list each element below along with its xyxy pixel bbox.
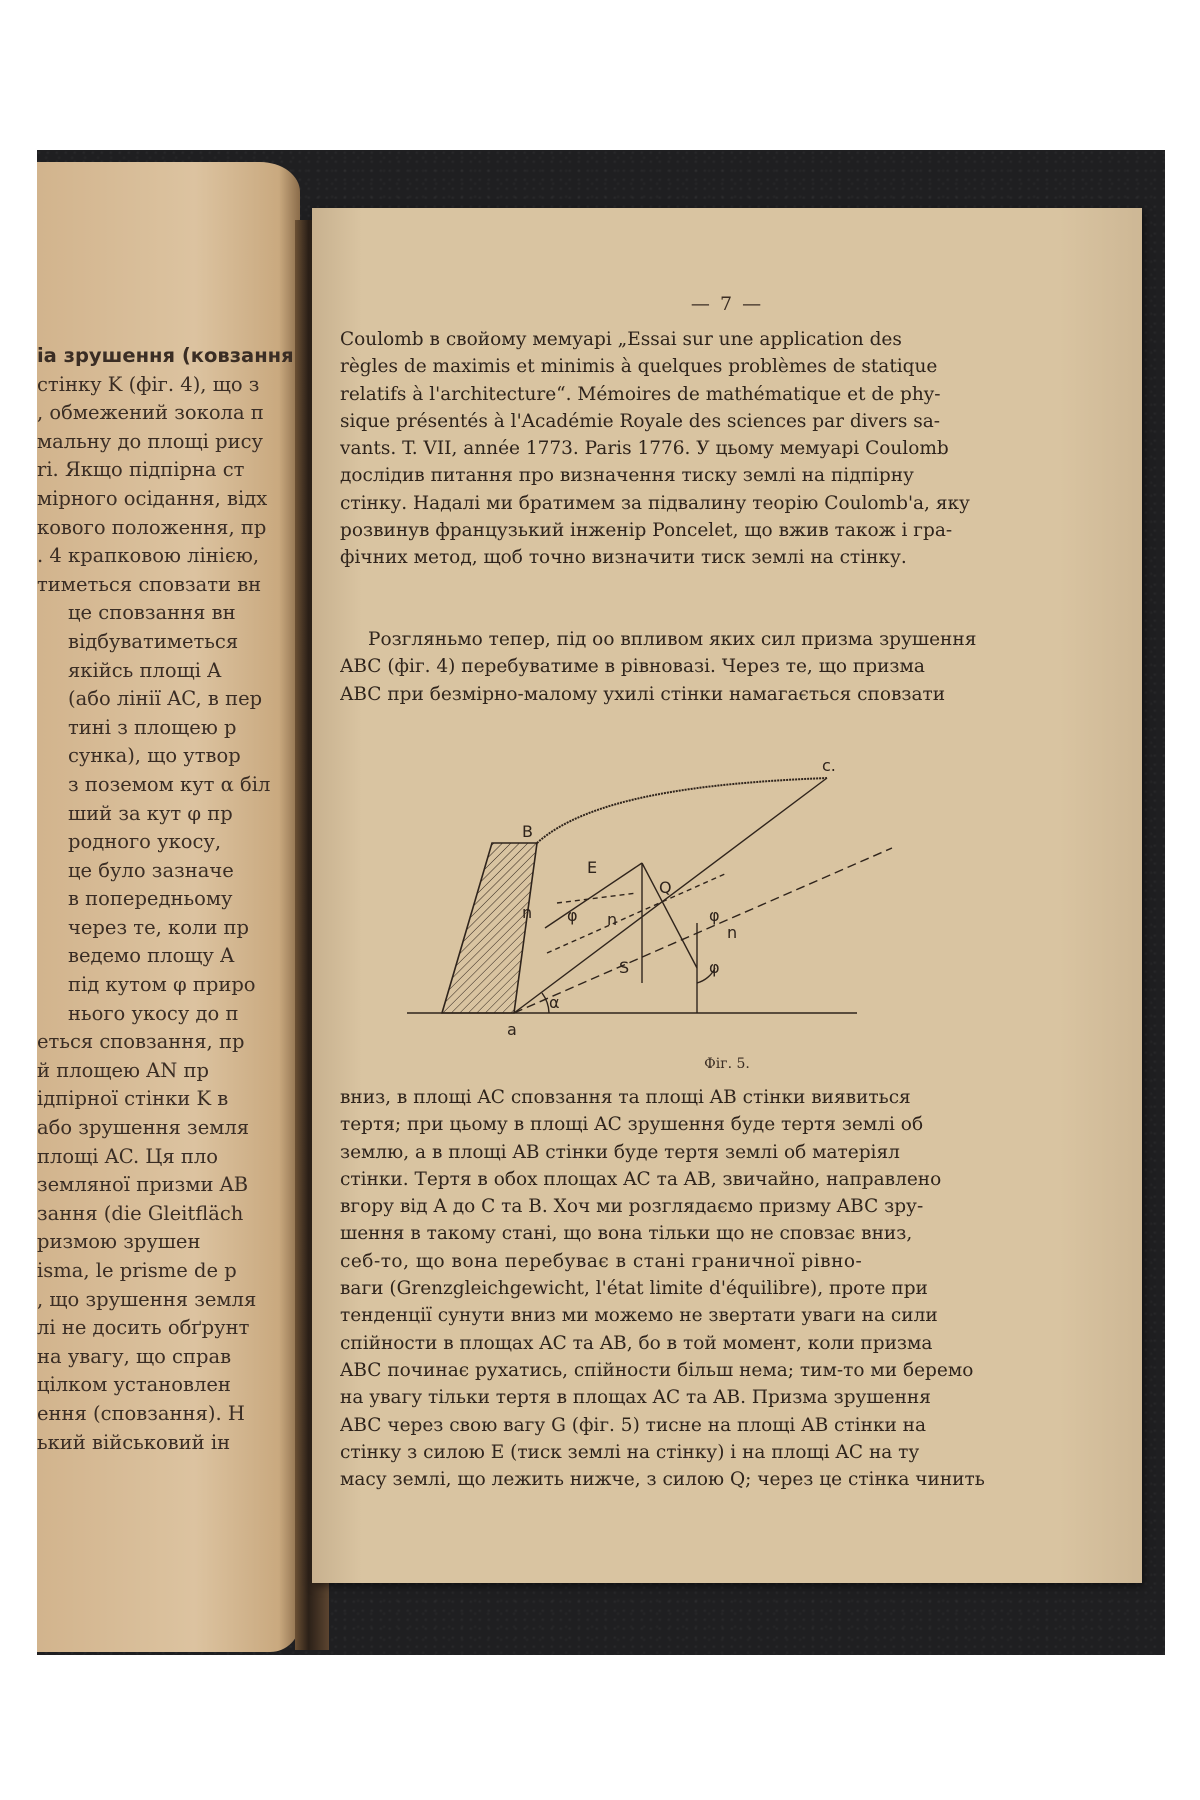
- label-s: S: [619, 958, 630, 977]
- label-c: c.: [822, 756, 836, 775]
- label-phi2: φ: [709, 906, 720, 925]
- label-e: E: [587, 858, 598, 877]
- left-line: тиметься сповзати вн: [37, 572, 262, 596]
- left-line: якійсь площі A: [37, 658, 222, 682]
- normal-line-1: [557, 893, 637, 903]
- text-line: шення в такому стані, що вона тільки що не сповзає вниз,: [340, 1223, 913, 1245]
- label-phi1: φ: [567, 906, 578, 925]
- label-n3: n: [727, 923, 738, 942]
- left-line: відбуватиметься: [37, 629, 239, 653]
- paragraph-1: [340, 326, 1130, 572]
- left-line: еться сповзання, пр: [37, 1030, 245, 1054]
- left-line: земляної призми AB: [37, 1173, 249, 1197]
- left-line: на увагу, що справ: [37, 1344, 232, 1368]
- left-line: ший за кут φ пр: [37, 801, 233, 825]
- left-line: ення (сповзання). Н: [37, 1401, 245, 1425]
- text-line: Розгляньмо тепер, під оо впливом яких сил призма зрушення: [368, 629, 977, 650]
- left-line: родного укосу,: [37, 830, 222, 854]
- left-page-text: [37, 342, 300, 1457]
- text-line: sique présentés à l'Académie Royale des sciences par divers sa-: [340, 410, 941, 432]
- left-line: , обмежений зокола п: [37, 401, 264, 425]
- paragraph-3: [340, 1084, 1130, 1493]
- text-line: дослідив питання про визначення тиску землі на підпірну: [340, 465, 914, 487]
- left-line: з поземом кут α біл: [37, 772, 271, 796]
- left-line: в попередньому: [37, 887, 233, 911]
- left-line: лі не досить обґрунт: [37, 1316, 250, 1340]
- text-line: вниз, в площі AC сповзання та площі AB стінки виявиться: [340, 1087, 911, 1108]
- text-line: тертя; при цьому в площі AC зрушення буде тертя землі об: [340, 1114, 924, 1136]
- left-line: мірного осідання, відх: [37, 486, 268, 510]
- text-line: стінку. Надалі ми братимем за підвалину теорію Coulomb'а, яку: [340, 492, 970, 514]
- left-line: це було зазначе: [37, 858, 234, 882]
- left-line: ri. Якщо підпірна ст: [37, 458, 245, 482]
- left-line: цілком установлен: [37, 1373, 231, 1397]
- text-line: на увагу тільки тертя в площах AC та AB. Призма зрушення: [340, 1387, 931, 1409]
- label-phi3: φ: [709, 958, 720, 977]
- text-line: relatifs à l'architecture“. Mémoires de mathématique et de phy-: [340, 383, 941, 405]
- left-line: нього укосу до п: [37, 1001, 239, 1025]
- left-line: ький військовий ін: [37, 1430, 231, 1454]
- text-line: règles de maximis et minimis à quelques problèmes de statique: [340, 356, 938, 378]
- left-line: , що зрушення земля: [37, 1287, 257, 1311]
- text-line: ABC починає рухатись, спійности більш нема; тим-то ми беремо: [340, 1359, 974, 1381]
- figure-caption: Фіг. 5.: [704, 1056, 750, 1072]
- text-line: ваги (Grenzgleichgewicht, l'état limite d'équilibre), проте при: [340, 1278, 928, 1300]
- text-line: спійности в площах AC та AB, бо в той момент, коли призма: [340, 1332, 933, 1354]
- text-line: ABC через свою вагу G (фіг. 5) тисне на площі AB стінки на: [340, 1414, 927, 1436]
- alpha-arc: [542, 993, 549, 1013]
- left-line: кового положення, пр: [37, 515, 267, 539]
- text-line: vants. T. VII, année 1773. Paris 1776. У цьому мемуарі Coulomb: [340, 438, 949, 460]
- text-line: масу землі, що лежить нижче, з силою Q; через це стінка чинить: [340, 1469, 985, 1491]
- natural-slope-line: [514, 848, 892, 1013]
- text-line: землю, а в площі AB стінки буде тертя землі об матеріял: [340, 1141, 900, 1163]
- left-line: мальну до площі рису: [37, 429, 263, 453]
- text-line: стінку з силою E (тиск землі на стінку) і на площі AC на ту: [340, 1441, 920, 1463]
- label-alpha: α: [549, 993, 560, 1012]
- label-b: B: [522, 822, 533, 841]
- text-line: себ-то, що вона перебуває в стані граничної рівно-: [340, 1250, 863, 1272]
- left-line: тині з площею р: [37, 715, 237, 739]
- text-line: вгору від A до C та B. Хоч ми розглядаємо призму ABC зру-: [340, 1196, 924, 1218]
- left-line: площі AC. Ця пло: [37, 1144, 219, 1168]
- right-page: [312, 208, 1142, 1583]
- left-line: ідпірної стінки K в: [37, 1087, 229, 1111]
- text-line: ABC (фіг. 4) перебуватиме в рівновазі. Через те, що призма: [340, 656, 925, 678]
- left-line: (або лінії AC, в пер: [37, 687, 263, 711]
- left-line: ризмою зрушен: [37, 1230, 201, 1254]
- left-line: це сповзання вн: [37, 601, 236, 625]
- book-photo: [37, 150, 1165, 1655]
- label-n2: n: [607, 910, 618, 929]
- left-page: [37, 162, 300, 1652]
- figure-5-diagram: [397, 753, 937, 1053]
- text-line: Coulomb в свойому мемуарі „Essai sur une application des: [340, 329, 902, 350]
- left-line: й площею AN пр: [37, 1058, 209, 1082]
- text-line: ABC при безмірно-малому ухилі стінки намагається сповзати: [340, 683, 946, 705]
- left-line: стінку K (фіг. 4), що з: [37, 372, 260, 396]
- left-line: під кутом φ приро: [37, 973, 256, 997]
- left-line: або зрушення земля: [37, 1116, 250, 1140]
- paragraph-2: [340, 626, 1130, 708]
- left-line: зання (die Gleitfläch: [37, 1201, 244, 1225]
- text-line: розвинув французький інженір Poncelet, що вжив також і гра-: [340, 520, 953, 542]
- label-n1: n: [522, 903, 533, 922]
- left-line: сунка), що утвор: [37, 744, 241, 768]
- label-a: a: [507, 1020, 517, 1039]
- left-line: через те, коли пр: [37, 915, 249, 939]
- left-line: ia зрушення (ковзання: [37, 344, 294, 367]
- text-line: фічних метод, щоб точно визначити тиск землі на стінку.: [340, 547, 907, 569]
- left-line: ведемо площу A: [37, 944, 235, 968]
- page-number: — 7 —: [690, 293, 764, 315]
- text-line: тенденції сунути вниз ми можемо не звертати уваги на сили: [340, 1305, 938, 1327]
- left-line: . 4 крапковою лінією,: [37, 544, 260, 568]
- left-line: isma, le prisme de p: [37, 1259, 237, 1282]
- retaining-wall: [442, 843, 537, 1013]
- label-q: Q: [659, 878, 672, 897]
- text-line: стінки. Тертя в обох площах AC та AB, звичайно, направлено: [340, 1168, 942, 1190]
